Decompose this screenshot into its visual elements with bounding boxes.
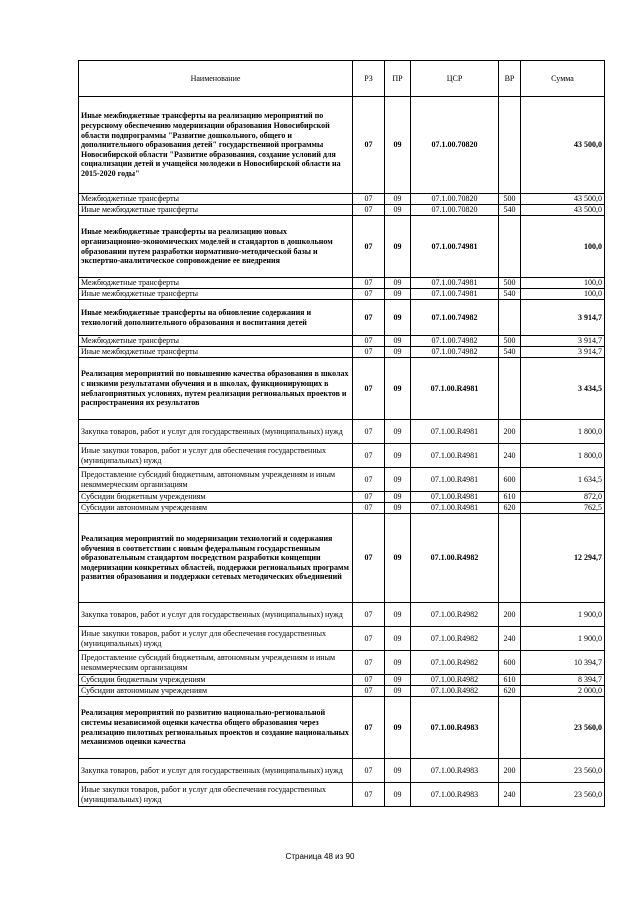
- cell-rz: 07: [353, 444, 385, 468]
- cell-sum: 23 560,0: [521, 783, 605, 807]
- cell-vr: [499, 97, 521, 194]
- cell-rz: 07: [353, 289, 385, 300]
- table-row: [79, 205, 605, 216]
- cell-name: Закупка товаров, работ и услуг для государственных (муниципальных) нужд: [79, 603, 353, 627]
- cell-vr: [499, 697, 521, 759]
- cell-name: Межбюджетные трансферты: [79, 278, 353, 289]
- cell-rz: 07: [353, 675, 385, 686]
- cell-csr: 07.1.00.R4982: [411, 627, 499, 651]
- cell-sum: 43 500,0: [521, 194, 605, 205]
- table-row: [79, 759, 605, 783]
- cell-csr: 07.1.00.74981: [411, 216, 499, 278]
- cell-name: Реализация мероприятий по развитию национально-региональной системы независимой оценки качества общего образования через реализацию пилотных региональных проектов и создание национальных механизмов оценки качества: [79, 697, 353, 759]
- cell-vr: 240: [499, 444, 521, 468]
- cell-pr: 09: [385, 216, 411, 278]
- cell-name: Реализация мероприятий по повышению качества образования в школах с низкими результатами обучения и в школах, функционирующих в неблагоприятных условиях, путем реализации региональных проектов и распространения их результатов: [79, 358, 353, 420]
- cell-rz: 07: [353, 492, 385, 503]
- cell-vr: 620: [499, 503, 521, 514]
- cell-rz: 07: [353, 759, 385, 783]
- cell-pr: 09: [385, 783, 411, 807]
- cell-vr: 500: [499, 194, 521, 205]
- table-row: [79, 697, 605, 759]
- table-row: [79, 675, 605, 686]
- cell-vr: 500: [499, 336, 521, 347]
- cell-pr: 09: [385, 300, 411, 336]
- table-row: [79, 603, 605, 627]
- cell-rz: 07: [353, 420, 385, 444]
- cell-vr: 610: [499, 675, 521, 686]
- table-row: [79, 216, 605, 278]
- page-number: Страница 48 из 90: [285, 852, 355, 861]
- cell-pr: 09: [385, 675, 411, 686]
- table-row: [79, 627, 605, 651]
- cell-vr: 540: [499, 205, 521, 216]
- cell-rz: 07: [353, 783, 385, 807]
- cell-sum: 10 394,7: [521, 651, 605, 675]
- cell-name: Закупка товаров, работ и услуг для государственных (муниципальных) нужд: [79, 759, 353, 783]
- cell-csr: 07.1.00.74982: [411, 347, 499, 358]
- cell-pr: 09: [385, 492, 411, 503]
- cell-rz: 07: [353, 194, 385, 205]
- table-body: [79, 97, 605, 807]
- table-row: [79, 278, 605, 289]
- header-vr: ВР: [499, 61, 521, 97]
- header-pr: ПР: [385, 61, 411, 97]
- cell-name: Иные закупки товаров, работ и услуг для обеспечения государственных (муниципальных) нужд: [79, 783, 353, 807]
- cell-vr: 620: [499, 686, 521, 697]
- cell-vr: 240: [499, 627, 521, 651]
- cell-vr: 600: [499, 468, 521, 492]
- cell-sum: 3 914,7: [521, 300, 605, 336]
- table-row: [79, 686, 605, 697]
- cell-rz: 07: [353, 603, 385, 627]
- table-row: [79, 468, 605, 492]
- table-row: [79, 194, 605, 205]
- table-row: [79, 420, 605, 444]
- table-row: [79, 514, 605, 603]
- cell-sum: 8 394,7: [521, 675, 605, 686]
- table-header: [79, 61, 605, 97]
- cell-rz: 07: [353, 278, 385, 289]
- cell-pr: 09: [385, 289, 411, 300]
- cell-csr: 07.1.00.R4981: [411, 492, 499, 503]
- cell-name: Предоставление субсидий бюджетным, автономным учреждениям и иным некоммерческим организациям: [79, 468, 353, 492]
- cell-csr: 07.1.00.74982: [411, 336, 499, 347]
- cell-sum: 1 900,0: [521, 627, 605, 651]
- cell-pr: 09: [385, 278, 411, 289]
- cell-pr: 09: [385, 603, 411, 627]
- cell-pr: 09: [385, 444, 411, 468]
- cell-csr: 07.1.00.R4981: [411, 503, 499, 514]
- budget-table: [78, 60, 605, 807]
- cell-name: Закупка товаров, работ и услуг для государственных (муниципальных) нужд: [79, 420, 353, 444]
- cell-name: Иные межбюджетные трансферты: [79, 347, 353, 358]
- cell-sum: 1 800,0: [521, 444, 605, 468]
- cell-vr: [499, 514, 521, 603]
- cell-sum: 1 800,0: [521, 420, 605, 444]
- cell-pr: 09: [385, 194, 411, 205]
- cell-sum: 872,0: [521, 492, 605, 503]
- cell-sum: 762,5: [521, 503, 605, 514]
- cell-csr: 07.1.00.70820: [411, 194, 499, 205]
- cell-vr: 200: [499, 603, 521, 627]
- cell-sum: 43 500,0: [521, 205, 605, 216]
- cell-name: Иные межбюджетные трансферты на обновление содержания и технологий дополнительного образования и воспитания детей: [79, 300, 353, 336]
- cell-csr: 07.1.00.74981: [411, 278, 499, 289]
- cell-pr: 09: [385, 697, 411, 759]
- cell-sum: 3 434,5: [521, 358, 605, 420]
- cell-pr: 09: [385, 97, 411, 194]
- cell-rz: 07: [353, 336, 385, 347]
- cell-csr: 07.1.00.70820: [411, 205, 499, 216]
- cell-rz: 07: [353, 97, 385, 194]
- cell-csr: 07.1.00.R4982: [411, 603, 499, 627]
- cell-sum: 43 500,0: [521, 97, 605, 194]
- cell-csr: 07.1.00.R4982: [411, 651, 499, 675]
- cell-pr: 09: [385, 358, 411, 420]
- cell-pr: 09: [385, 686, 411, 697]
- cell-pr: 09: [385, 347, 411, 358]
- cell-csr: 07.1.00.R4981: [411, 468, 499, 492]
- cell-rz: 07: [353, 627, 385, 651]
- cell-pr: 09: [385, 468, 411, 492]
- table-row: [79, 300, 605, 336]
- header-rz: РЗ: [353, 61, 385, 97]
- cell-rz: 07: [353, 468, 385, 492]
- cell-csr: 07.1.00.R4981: [411, 358, 499, 420]
- table-row: [79, 97, 605, 194]
- table-row: [79, 492, 605, 503]
- cell-name: Межбюджетные трансферты: [79, 336, 353, 347]
- header-csr: ЦСР: [411, 61, 499, 97]
- cell-name: Иные межбюджетные трансферты: [79, 289, 353, 300]
- cell-csr: 07.1.00.R4982: [411, 675, 499, 686]
- cell-vr: 200: [499, 420, 521, 444]
- cell-rz: 07: [353, 347, 385, 358]
- cell-vr: [499, 358, 521, 420]
- table-row: [79, 347, 605, 358]
- cell-sum: 23 560,0: [521, 759, 605, 783]
- cell-sum: 100,0: [521, 278, 605, 289]
- cell-vr: 610: [499, 492, 521, 503]
- table-row: [79, 651, 605, 675]
- header-name: Наименование: [79, 61, 353, 97]
- cell-name: Иные межбюджетные трансферты на реализацию новых организационно-экономических моделей и стандартов в дошкольном образовании путем разработки нормативно-методической базы и экспертно-аналитическое сопровождение ее внедрения: [79, 216, 353, 278]
- cell-name: Субсидии автономным учреждениям: [79, 686, 353, 697]
- cell-pr: 09: [385, 514, 411, 603]
- cell-vr: 500: [499, 278, 521, 289]
- cell-vr: 600: [499, 651, 521, 675]
- cell-csr: 07.1.00.R4983: [411, 759, 499, 783]
- cell-name: Иные закупки товаров, работ и услуг для обеспечения государственных (муниципальных) нужд: [79, 627, 353, 651]
- table-row: [79, 289, 605, 300]
- cell-rz: 07: [353, 514, 385, 603]
- cell-vr: [499, 300, 521, 336]
- cell-pr: 09: [385, 503, 411, 514]
- cell-rz: 07: [353, 686, 385, 697]
- cell-rz: 07: [353, 205, 385, 216]
- cell-vr: 540: [499, 347, 521, 358]
- cell-csr: 07.1.00.R4982: [411, 686, 499, 697]
- cell-rz: 07: [353, 216, 385, 278]
- cell-csr: 07.1.00.R4982: [411, 514, 499, 603]
- cell-pr: 09: [385, 205, 411, 216]
- cell-name: Иные межбюджетные трансферты: [79, 205, 353, 216]
- cell-csr: 07.1.00.R4983: [411, 697, 499, 759]
- cell-rz: 07: [353, 503, 385, 514]
- table-row: [79, 783, 605, 807]
- cell-vr: 240: [499, 783, 521, 807]
- cell-vr: 540: [499, 289, 521, 300]
- cell-csr: 07.1.00.R4981: [411, 420, 499, 444]
- table-row: [79, 358, 605, 420]
- cell-sum: 3 914,7: [521, 347, 605, 358]
- cell-vr: 200: [499, 759, 521, 783]
- cell-csr: 07.1.00.74981: [411, 289, 499, 300]
- cell-name: Субсидии бюджетным учреждениям: [79, 675, 353, 686]
- cell-rz: 07: [353, 358, 385, 420]
- cell-pr: 09: [385, 651, 411, 675]
- cell-name: Субсидии бюджетным учреждениям: [79, 492, 353, 503]
- cell-pr: 09: [385, 336, 411, 347]
- cell-rz: 07: [353, 651, 385, 675]
- cell-csr: 07.1.00.70820: [411, 97, 499, 194]
- header-sum: Сумма: [521, 61, 605, 97]
- cell-name: Межбюджетные трансферты: [79, 194, 353, 205]
- cell-pr: 09: [385, 420, 411, 444]
- cell-sum: 100,0: [521, 289, 605, 300]
- cell-name: Иные закупки товаров, работ и услуг для обеспечения государственных (муниципальных) нужд: [79, 444, 353, 468]
- table-row: [79, 336, 605, 347]
- cell-sum: 2 000,0: [521, 686, 605, 697]
- cell-vr: [499, 216, 521, 278]
- cell-rz: 07: [353, 300, 385, 336]
- cell-name: Предоставление субсидий бюджетным, автономным учреждениям и иным некоммерческим организациям: [79, 651, 353, 675]
- cell-rz: 07: [353, 697, 385, 759]
- cell-name: Иные межбюджетные трансферты на реализацию мероприятий по ресурсному обеспечению модернизации образования Новосибирской области подпрограммы "Развитие дошкольного, общего и дополнительного образования детей" государственной программы Новосибирской области "Развитие образования, создание условий для социализации детей и учащейся молодежи в Новосибирской области на 2015-2020 годы": [79, 97, 353, 194]
- cell-sum: 1 900,0: [521, 603, 605, 627]
- table-row: [79, 444, 605, 468]
- cell-pr: 09: [385, 627, 411, 651]
- cell-name: Субсидии автономным учреждениям: [79, 503, 353, 514]
- cell-sum: 3 914,7: [521, 336, 605, 347]
- cell-csr: 07.1.00.74982: [411, 300, 499, 336]
- cell-sum: 23 560,0: [521, 697, 605, 759]
- table-row: [79, 503, 605, 514]
- cell-sum: 12 294,7: [521, 514, 605, 603]
- cell-csr: 07.1.00.R4981: [411, 444, 499, 468]
- cell-name: Реализация мероприятий по модернизации технологий и содержания обучения в соответствии с новым федеральным государственным образовательным стандартом посредством разработки концепции модернизации конкретных областей, поддержки региональных программ развития образования и поддержки сетевых методических объединений: [79, 514, 353, 603]
- cell-sum: 1 634,5: [521, 468, 605, 492]
- cell-csr: 07.1.00.R4983: [411, 783, 499, 807]
- cell-pr: 09: [385, 759, 411, 783]
- cell-sum: 100,0: [521, 216, 605, 278]
